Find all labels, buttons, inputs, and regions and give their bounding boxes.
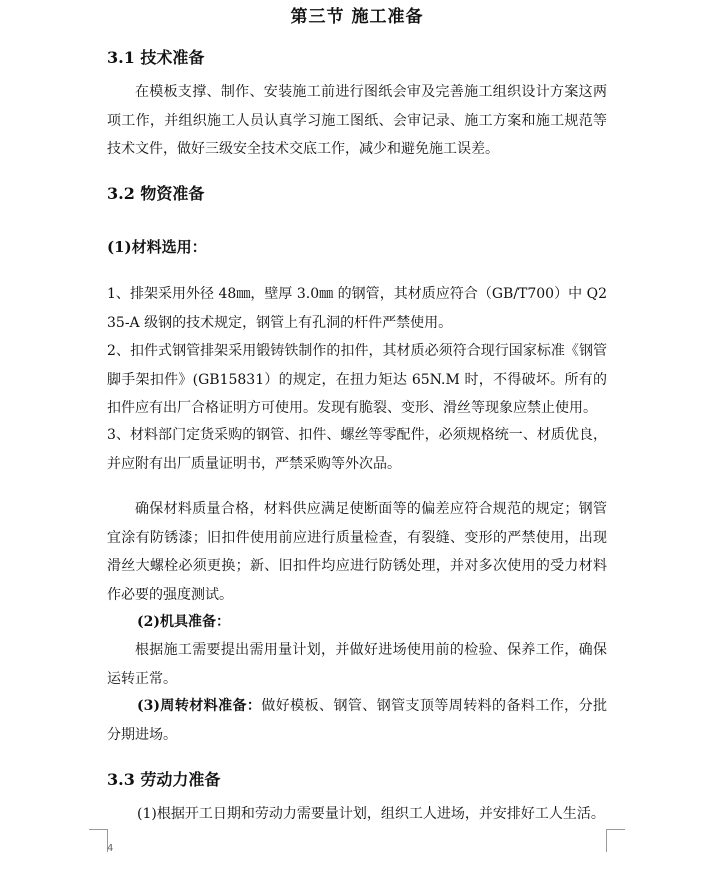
list-item-procurement: 3、材料部门定货采购的钢管、扣件、螺丝等零配件，必须规格统一、材质优良，并应附有出厂质量证明书，严禁采购等外次品。 [107,427,607,472]
paragraph-labor-prep: (1)根据开工日期和劳动力需要量计划，组织工人进场，并安排好工人生活。 [137,806,605,822]
page-number: 4 [107,843,114,854]
subheading-tools: (2)机具准备： [137,614,230,630]
heading-3-2: 3.2 物资准备 [107,184,205,203]
section-title: 第三节 施工准备 [290,7,424,27]
paragraph-technical-prep: 在模板支撑、制作、安装施工前进行图纸会审及完善施工组织设计方案这两项工作，并组织施工人员认真学习施工图纸、会审记录、施工方案和施工规范等技术文件，做好三级安全技术交底工作，减少和避免施工误差。 [107,84,607,157]
page-corner-mark-right [606,829,625,852]
page-corner-mark-left [89,829,108,852]
subheading-materials: (1)材料选用： [107,238,207,256]
list-item-pipe-spec: 1、排架采用外径 48㎜，壁厚 3.0㎜ 的钢管，其材质应符合（GB/T700）中 Q235-A 级钢的技术规定，钢管上有孔洞的杆件严禁使用。 [107,286,607,331]
subheading-turnover-materials: (3)周转材料准备： [137,698,262,714]
paragraph-turnover-materials [107,692,607,749]
heading-3-1: 3.1 技术准备 [107,48,205,67]
turnover-materials-text: 做好模板、钢管、钢管支顶等周转料的备料工作，分批分期进场。 [107,698,607,743]
list-item-fastener-spec: 2、扣件式钢管排架采用锻铸铁制作的扣件，其材质必须符合现行国家标准《钢管脚手架扣件》(GB15831）的规定，在扭力矩达 65N.M 时，不得破坏。所有的扣件应有出厂合格证明方可使用。发现有脆裂、变形、滑丝等现象应禁止使用。 [107,343,607,416]
paragraph-tools: 根据施工需要提出需用量计划，并做好进场使用前的检验、保养工作，确保运转正常。 [107,642,607,687]
heading-3-3: 3.3 劳动力准备 [107,770,221,789]
paragraph-material-quality: 确保材料质量合格，材料供应满足使断面等的偏差应符合规范的规定；钢管宜涂有防锈漆；旧扣件使用前应进行质量检查，有裂缝、变形的严禁使用，出现滑丝大螺栓必须更换；新、旧扣件均应进行防锈处理，并对多次使用的受力材料作必要的强度测试。 [107,501,607,603]
